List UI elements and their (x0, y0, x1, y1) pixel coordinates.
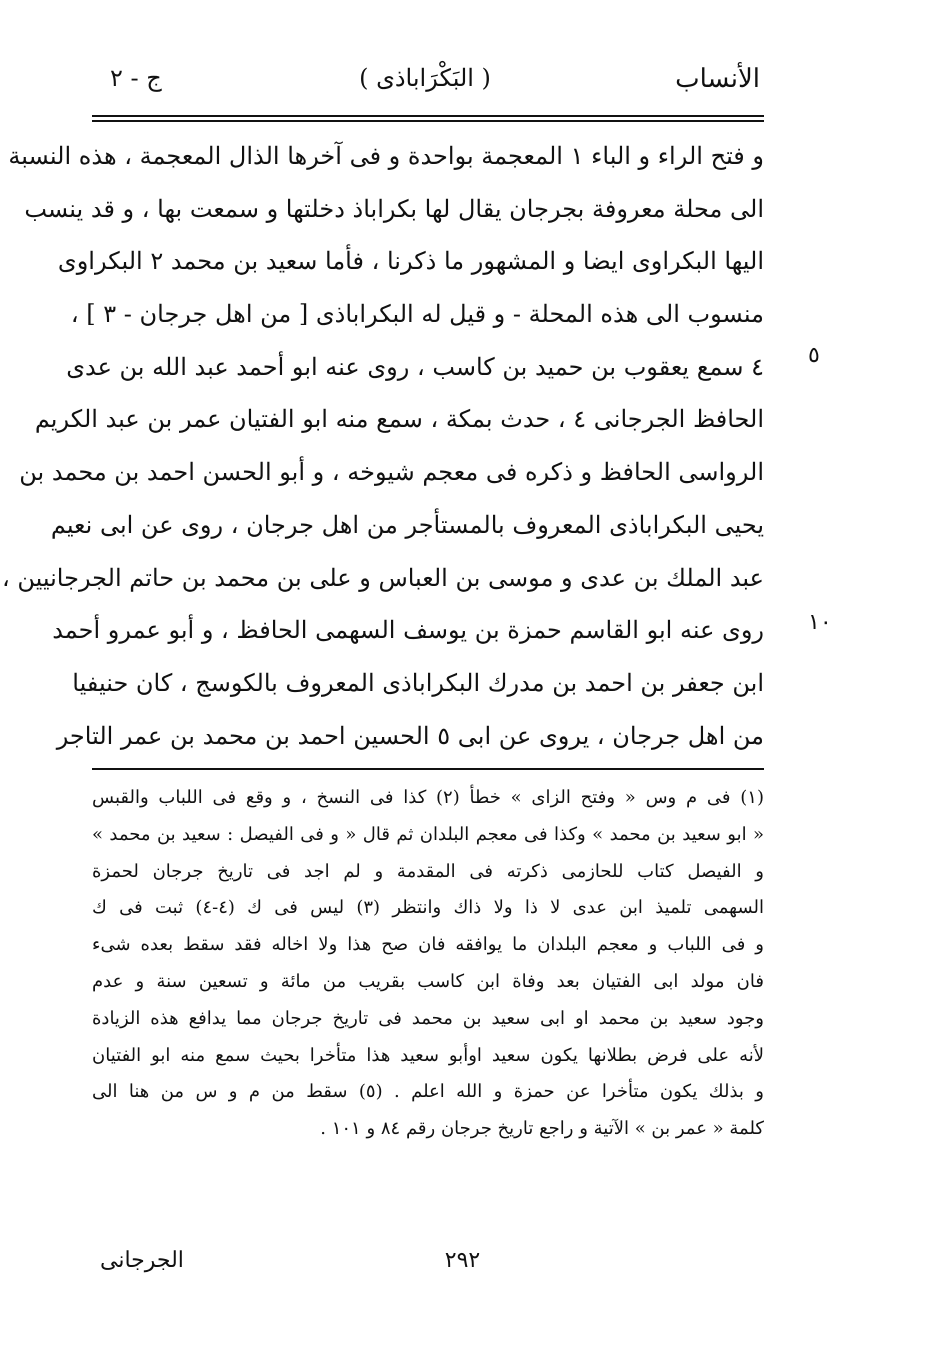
running-header (90, 64, 760, 104)
footnote-line: فان مولد ابى الفتيان بعد وفاة ابن كاسب بقريب من مائة و تسعين سنة و عدم (92, 970, 764, 992)
volume-label: ج - ٢ (110, 64, 162, 92)
book-title: الأنساب (675, 64, 760, 94)
text-line: من اهل جرجان ، يروى عن ابى ٥ الحسين احمد بن محمد بن عمر التاجر (56, 721, 764, 750)
header-rule-top (92, 115, 764, 117)
footnote-line: (١) فى م وس « وفتح الزاى » خطأ (٢) كذا فى النسخ ، و وقع فى اللباب والقبس (92, 787, 764, 808)
text-line: و فتح الراء و الباء ١ المعجمة بواحدة و فى آخرها الذال المعجمة ، هذه النسبة (8, 142, 764, 170)
line-number-5: ٥ (808, 343, 820, 368)
footnote-line: لأنه على فرض بطلانها يكون سعيد اوأبو سعيد هذا متأخرا بحيث سمع منه ابو الفتيان (92, 1044, 764, 1066)
text-line: روى عنه ابو القاسم حمزة بن يوسف السهمى الحافظ ، و أبو عمرو أحمد (52, 616, 764, 645)
footnote-line: السهمى تلميذ ابن عدى لا ذا ولا ذاك وانتظر (٣) ليس فى ك (٤-٤) ثبت فى ك (92, 897, 765, 919)
main-text (1, 130, 764, 762)
catchword: الجرجانى (100, 1248, 184, 1273)
text-line: ٤ سمع يعقوب بن حميد بن كاسب ، روى عنه ابو أحمد عبد الله بن عدى (66, 352, 764, 381)
text-line: ابن جعفر بن احمد بن مدرك البكراباذى المعروف بالكوسج ، كان حنيفيا (72, 668, 764, 697)
footnote-line: و بذلك يكون متأخرا عن حمزة و الله اعلم . (٥) سقط من م و س من هنا الى (92, 1081, 764, 1103)
line-number-10: ١٠ (808, 610, 832, 635)
footnote-line: و فى اللباب و معجم البلدان ما يوافقه فان صح هذا ولا اخاله فقد سقط بعده شىء (92, 934, 764, 956)
footnote-line: كلمة « عمر بن » الآتية و راجع تاريخ جرجان رقم ٨٤ و ١٠١ . (320, 1118, 764, 1140)
text-line: اليها البكراوى ايضا و المشهور ما ذكرنا ، فأما سعيد بن محمد ٢ البكراوى (57, 247, 764, 276)
text-line: الرواسى الحافظ و ذكره فى معجم شيوخه ، و أبو الحسن احمد بن محمد بن (19, 458, 764, 487)
footnote-line: وجود سعيد بن محمد او ابى سعيد بن محمد فى تاريخ جرجان مما يدافع هذه الزيادة (92, 1007, 764, 1029)
text-line: عبد الملك بن عدى و موسى بن العباس و على بن محمد بن حاتم الجرجانيين ، (1, 563, 764, 592)
page-number: ٢٩٢ (444, 1248, 481, 1273)
footnote-line: « ابو سعيد بن محمد » وكذا فى معجم البلدان ثم قال « و فى الفيصل : سعيد بن محمد » (92, 823, 764, 845)
text-line: يحيى البكراباذى المعروف بالمستأجر من اهل جرجان ، روى عن ابى نعيم (50, 510, 764, 539)
entry-title: ( البَكْرَاباذى ) (359, 64, 491, 92)
text-line: الى محلة معروفة بجرجان يقال لها بكراباذ دخلتها و سمعت بها ، و قد ينسب (24, 194, 764, 223)
footnotes (92, 780, 764, 1148)
footnote-line: و الفيصل كتاب للحازمى ذكرته فى المقدمة و لم اجد فى تاريخ جرجان لحمزة (92, 860, 764, 882)
text-line: الحافظ الجرجانى ٤ ، حدث بمكة ، سمع منه ابو الفتيان عمر بن عبد الكريم (34, 405, 764, 434)
text-line: منسوب الى هذه المحلة - و قيل له البكراباذى [ من اهل جرجان - ٣ ] ، (70, 300, 764, 329)
footnote-separator (92, 768, 764, 770)
header-rule-bottom (92, 120, 764, 122)
